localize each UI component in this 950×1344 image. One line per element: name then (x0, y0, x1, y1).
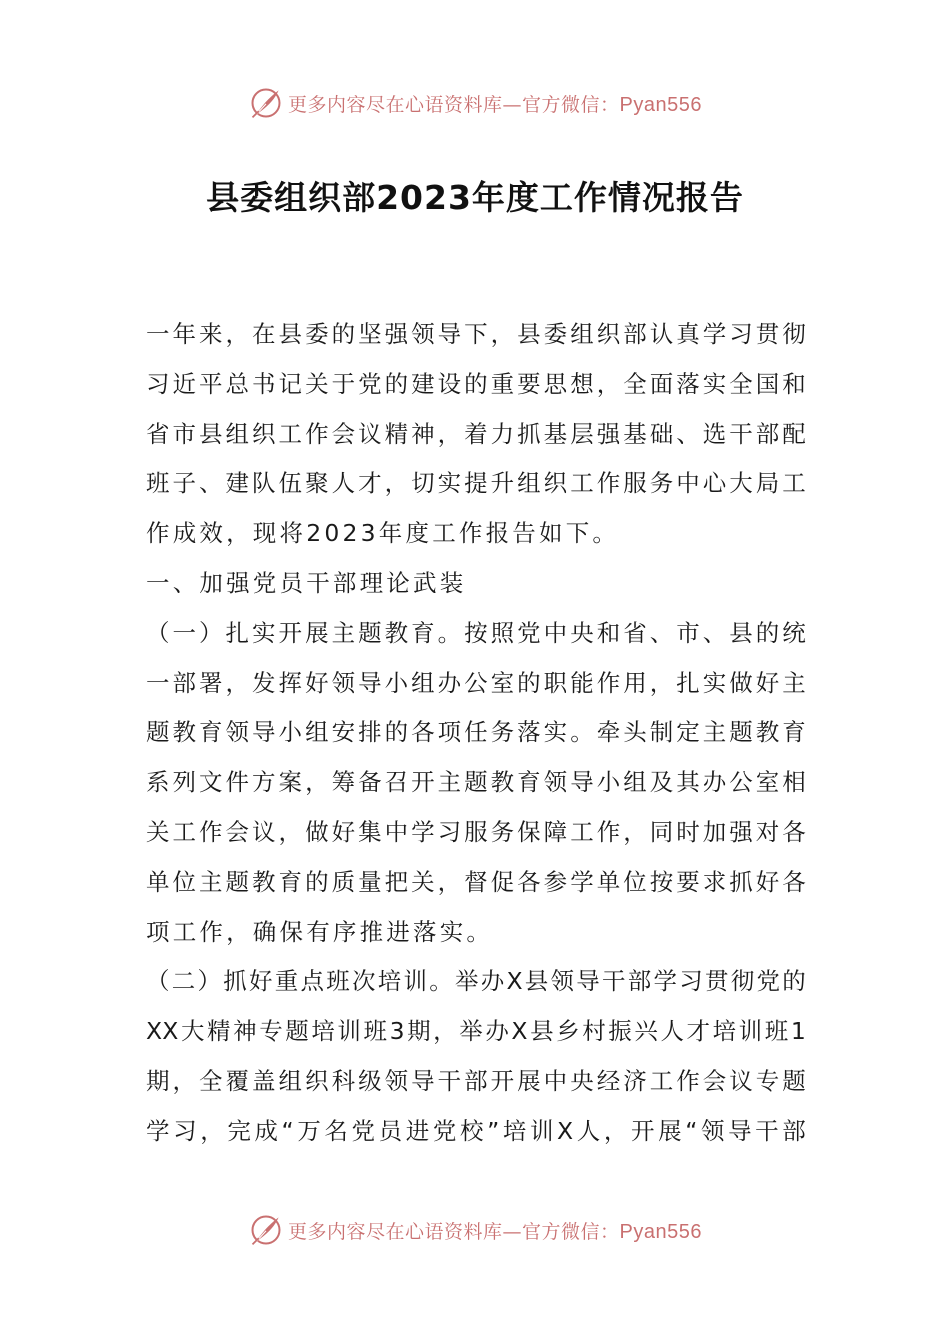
body-line-14: （二）抓好重点班次培训。举办X县领导干部学习贯彻党的 (146, 967, 806, 996)
footer-watermark (0, 1210, 950, 1250)
body-line-3: 省市县组织工作会议精神，着力抓基层强基础、选干部配 (146, 419, 806, 448)
body-line-7: （一）扎实开展主题教育。按照党中央和省、市、县的统 (146, 618, 806, 647)
body-line-16: 期，全覆盖组织科级领导干部开展中央经济工作会议专题 (146, 1066, 806, 1095)
body-line-5: 作成效，现将2023年度工作报告如下。 (146, 519, 620, 548)
body-line-1: 一年来，在县委的坚强领导下，县委组织部认真学习贯彻 (146, 320, 806, 348)
body-line-2: 习近平总书记关于党的建设的重要思想，全面落实全国和 (146, 369, 806, 398)
body-line-4: 班子、建队伍聚人才，切实提升组织工作服务中心大局工 (146, 469, 806, 498)
body-line-12: 单位主题教育的质量把关，督促各参学单位按要求抓好各 (146, 867, 806, 896)
watermark-text: 更多内容尽在心语资料库—官方微信：Pyan556 (288, 93, 702, 116)
document-title: 县委组织部2023年度工作情况报告 (206, 178, 744, 217)
body-line-9: 题教育领导小组安排的各项任务落实。牵头制定主题教育 (146, 718, 806, 747)
section-heading-1: 一、加强党员干部理论武装 (146, 568, 467, 597)
document-body (146, 310, 806, 1157)
body-line-13: 项工作，确保有序推进落实。 (146, 917, 494, 946)
body-line-8: 一部署，发挥好领导小组办公室的职能作用，扎实做好主 (146, 668, 806, 697)
header-watermark (0, 83, 950, 123)
watermark-text: 更多内容尽在心语资料库—官方微信：Pyan556 (288, 1220, 702, 1243)
quill-pen-logo-icon (248, 85, 284, 121)
body-line-10: 系列文件方案，筹备召开主题教育领导小组及其办公室相 (146, 768, 806, 797)
body-line-11: 关工作会议，做好集中学习服务保障工作，同时加强对各 (146, 817, 806, 846)
body-line-15: XX大精神专题培训班3期，举办X县乡村振兴人才培训班1 (146, 1017, 806, 1046)
quill-pen-logo-icon (248, 1212, 284, 1248)
body-line-17: 学习，完成“万名党员进党校”培训X人，开展“领导干部 (146, 1116, 806, 1145)
